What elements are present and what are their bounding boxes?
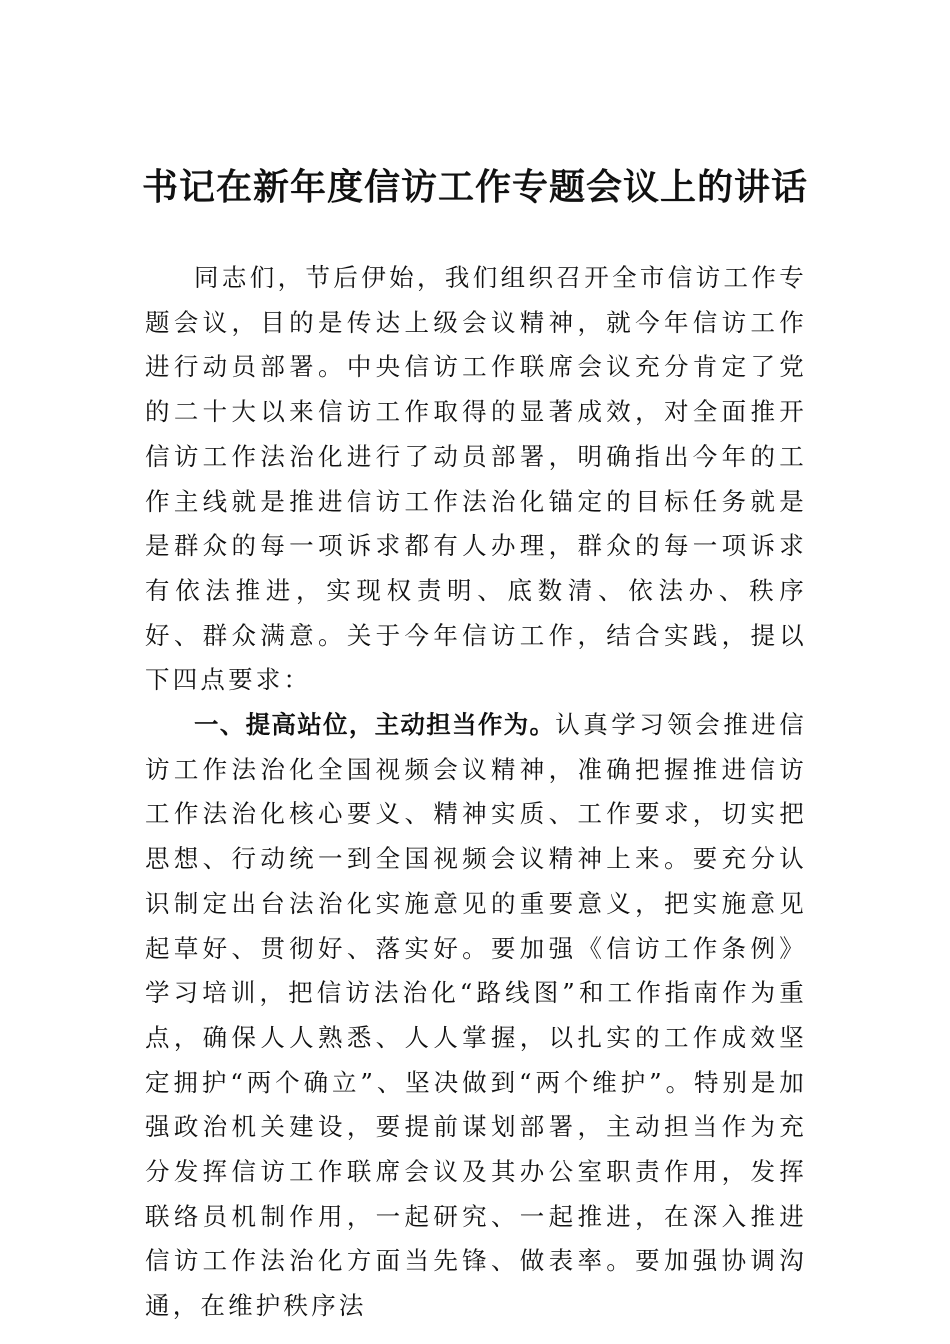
paragraph-point-1	[145, 703, 807, 1329]
paragraph-intro-text: 同志们，节后伊始，我们组织召开全市信访工作专题会议，目的是传达上级会议精神，就今年信访工作进行动员部署。中央信访工作联席会议充分肯定了党的二十大以来信访工作取得的显著成效，对全面推开信访工作法治化进行了动员部署，明确指出今年的工作主线就是推进信访工作法治化锚定的目标任务就是是群众的每一项诉求都有人办理，群众的每一项诉求有依法推进，实现权责明、底数清、依法办、秩序好、群众满意。关于今年信访工作，结合实践，提以下四点要求：	[145, 263, 807, 695]
document-body	[145, 256, 807, 1329]
paragraph-point-1-text: 认真学习领会推进信访工作法治化全国视频会议精神，准确把握推进信访工作法治化核心要义、精神实质、工作要求，切实把思想、行动统一到全国视频会议精神上来。要充分认识制定出台法治化实施意见的重要意义，把实施意见起草好、贯彻好、落实好。要加强《信访工作条例》学习培训，把信访法治化“路线图”和工作指南作为重点，确保人人熟悉、人人掌握，以扎实的工作成效坚定拥护“两个确立”、坚决做到“两个维护”。特别是加强政治机关建设，要提前谋划部署，主动担当作为充分发挥信访工作联席会议及其办公室职责作用，发挥联络员机制作用，一起研究、一起推进，在深入推进信访工作法治化方面当先锋、做表率。要加强协调沟通，在维护秩序法	[145, 710, 807, 1321]
document-title: 书记在新年度信访工作专题会议上的讲话	[141, 166, 808, 208]
section-heading-1: 一、提高站位，主动担当作为。	[194, 710, 556, 740]
paragraph-intro	[145, 256, 807, 703]
